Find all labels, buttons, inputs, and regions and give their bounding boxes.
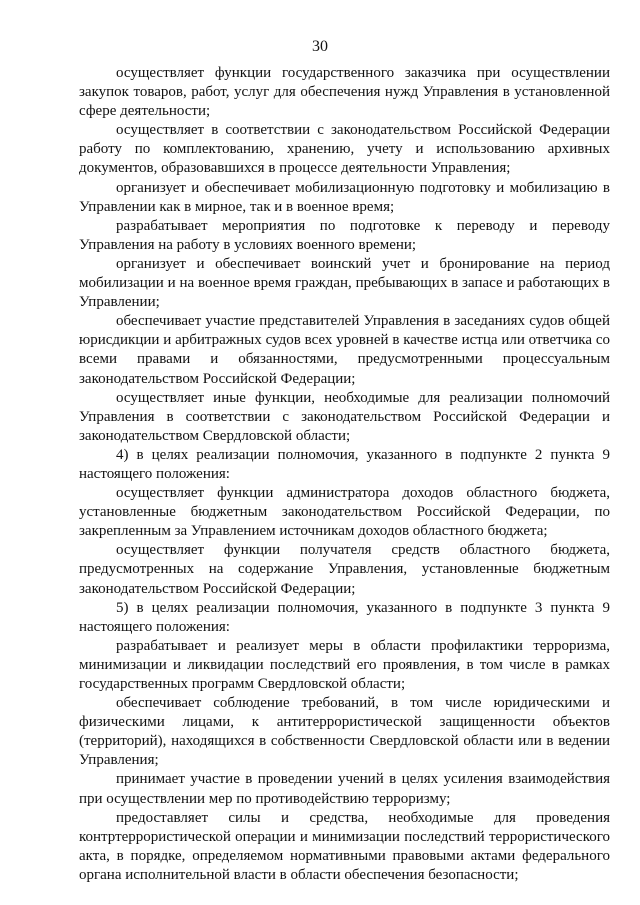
paragraph: организует и обеспечивает воинский учет и бронирование на период мобилизации и на военное время граждан, пребывающих в запасе и работающих в Управлении; <box>79 255 610 311</box>
paragraph: предоставляет силы и средства, необходимые для проведения контртеррористической операции и минимизации последствий террористического акта, в порядке, определяемом нормативными правовыми актами федерального органа исполнительной власти в области обеспечения безопасности; <box>79 809 610 883</box>
paragraph: осуществляет функции администратора доходов областного бюджета, установленные бюджетным законодательством Российской Федерации, по закрепленным за Управлением источникам доходов областного бюджета; <box>79 485 610 540</box>
numbered-item-4: 4) в целях реализации полномочия, указанного в подпункте 2 пункта 9 настоящего положения: <box>79 446 610 482</box>
page-number: 30 <box>312 38 328 55</box>
paragraph: осуществляет иные функции, необходимые для реализации полномочий Управления в соответствии с законодательством Российской Федерации и законодательством Свердловской области; <box>79 389 610 444</box>
paragraph: разрабатывает мероприятия по подготовке к переводу и переводу Управления на работу в условиях военного времени; <box>79 217 610 253</box>
paragraph: принимает участие в проведении учений в целях усиления взаимодействия при осуществлении мер по противодействию терроризму; <box>79 771 610 807</box>
paragraph: разрабатывает и реализует меры в области профилактики терроризма, минимизации и ликвидации последствий его проявления, в том числе в рамках государственных программ Свердловской области; <box>79 637 610 692</box>
paragraph: обеспечивает участие представителей Управления в заседаниях судов общей юрисдикции и арбитражных судов всех уровней в качестве истца или ответчика со всеми правами и обязанностями, предусмотренными процессуальным законодательством Российской Федерации; <box>79 313 610 387</box>
paragraph: осуществляет в соответствии с законодательством Российской Федерации работу по комплектованию, хранению, учету и использованию архивных документов, образовавшихся в процессе деятельности Управления; <box>79 122 610 177</box>
paragraph: осуществляет функции государственного заказчика при осуществлении закупок товаров, работ, услуг для обеспечения нужд Управления в установленной сфере деятельности; <box>79 65 610 120</box>
numbered-item-5: 5) в целях реализации полномочия, указанного в подпункте 3 пункта 9 настоящего положения: <box>79 599 610 635</box>
paragraph: организует и обеспечивает мобилизационную подготовку и мобилизацию в Управлении как в мирное, так и в военное время; <box>79 179 610 215</box>
paragraph: осуществляет функции получателя средств областного бюджета, предусмотренных на содержание Управления, установленные бюджетным законодательством Российской Федерации; <box>79 542 610 597</box>
paragraph: обеспечивает соблюдение требований, в том числе юридическими и физическими лицами, к антитеррористической защищенности объектов (территорий), находящихся в собственности Свердловской области или в ведении Управления; <box>79 695 610 769</box>
body-text <box>79 64 610 885</box>
